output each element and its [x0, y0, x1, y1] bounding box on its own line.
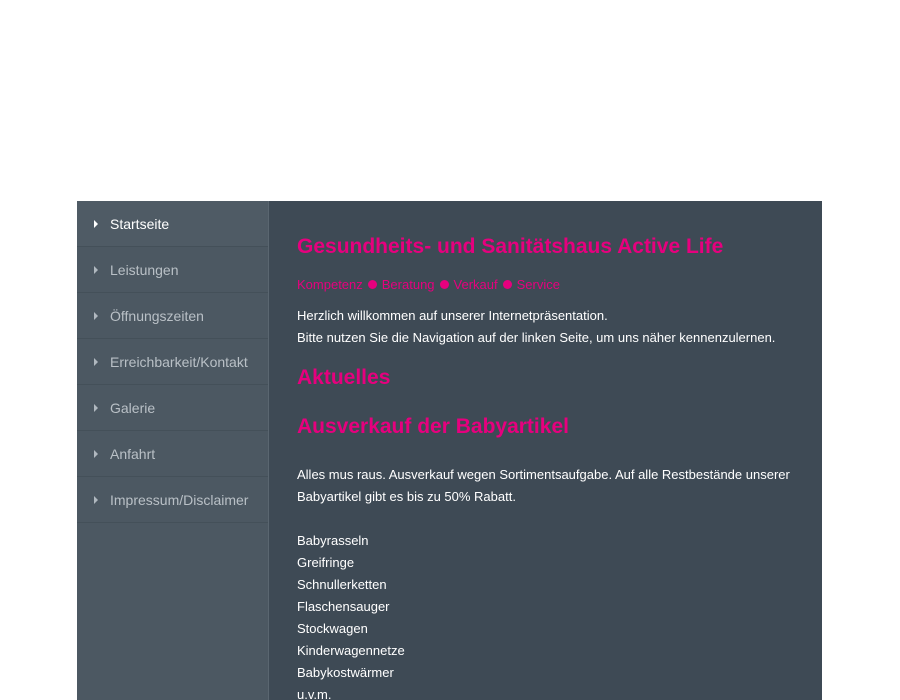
list-item: Schnullerketten: [297, 577, 387, 592]
arrow-right-icon: [94, 220, 98, 228]
sidebar-item-oeffnungszeiten[interactable]: [77, 293, 268, 339]
navigation-hint-text: Bitte nutzen Sie die Navigation auf der linken Seite, um uns näher kennenzulernen.: [297, 330, 776, 345]
tagline-item: Service: [516, 277, 560, 292]
arrow-right-icon: [94, 266, 98, 274]
tagline-item: Beratung: [381, 277, 435, 292]
sidebar-item-galerie[interactable]: [77, 385, 268, 431]
sidebar-item-kontakt[interactable]: [77, 339, 268, 385]
page-title: Gesundheits- und Sanitätshaus Active Life: [297, 235, 724, 258]
sidebar-item-label: Anfahrt: [110, 445, 156, 462]
list-item: Stockwagen: [297, 621, 368, 636]
news-heading: Aktuelles: [297, 366, 391, 389]
sidebar-item-label: Öffnungszeiten: [110, 307, 204, 324]
tagline-item: Verkauf: [453, 277, 498, 292]
main-wrapper: [77, 201, 822, 700]
bullet-dot-icon: [368, 280, 377, 289]
sidebar-item-label: Erreichbarkeit/Kontakt: [110, 353, 248, 370]
bullet-dot-icon: [503, 280, 512, 289]
list-item: Flaschensauger: [297, 599, 390, 614]
tagline: [297, 277, 794, 292]
header-area: [0, 0, 900, 201]
sidebar-item-impressum[interactable]: [77, 477, 268, 523]
sidebar-item-label: Impressum/Disclaimer: [110, 491, 249, 508]
article-text: Alles mus raus. Ausverkauf wegen Sortimentsaufgabe. Auf alle Restbestände unserer Babyartikel gibt es bis zu 50% Rabatt.: [297, 467, 790, 504]
arrow-right-icon: [94, 358, 98, 366]
sidebar-item-label: Leistungen: [110, 261, 179, 278]
list-item: Greifringe: [297, 555, 355, 570]
bullet-dot-icon: [440, 280, 449, 289]
sidebar-item-label: Startseite: [110, 215, 170, 232]
sidebar-item-label: Galerie: [110, 399, 156, 416]
arrow-right-icon: [94, 450, 98, 458]
article-item-list: [297, 530, 794, 700]
main-content: [269, 201, 822, 700]
list-item: Babykostwärmer: [297, 665, 394, 680]
article-heading: Ausverkauf der Babyartikel: [297, 415, 569, 438]
arrow-right-icon: [94, 496, 98, 504]
arrow-right-icon: [94, 312, 98, 320]
sidebar-item-anfahrt[interactable]: [77, 431, 268, 477]
sidebar-item-startseite[interactable]: [77, 201, 268, 247]
arrow-right-icon: [94, 404, 98, 412]
list-item: Kinderwagennetze: [297, 643, 405, 658]
tagline-item: Kompetenz: [297, 277, 363, 292]
sidebar-navigation: [77, 201, 269, 700]
welcome-text: Herzlich willkommen auf unserer Internetpräsentation.: [297, 308, 608, 323]
list-item: u.v.m.: [297, 687, 332, 700]
list-item: Babyrasseln: [297, 533, 369, 548]
sidebar-item-leistungen[interactable]: [77, 247, 268, 293]
